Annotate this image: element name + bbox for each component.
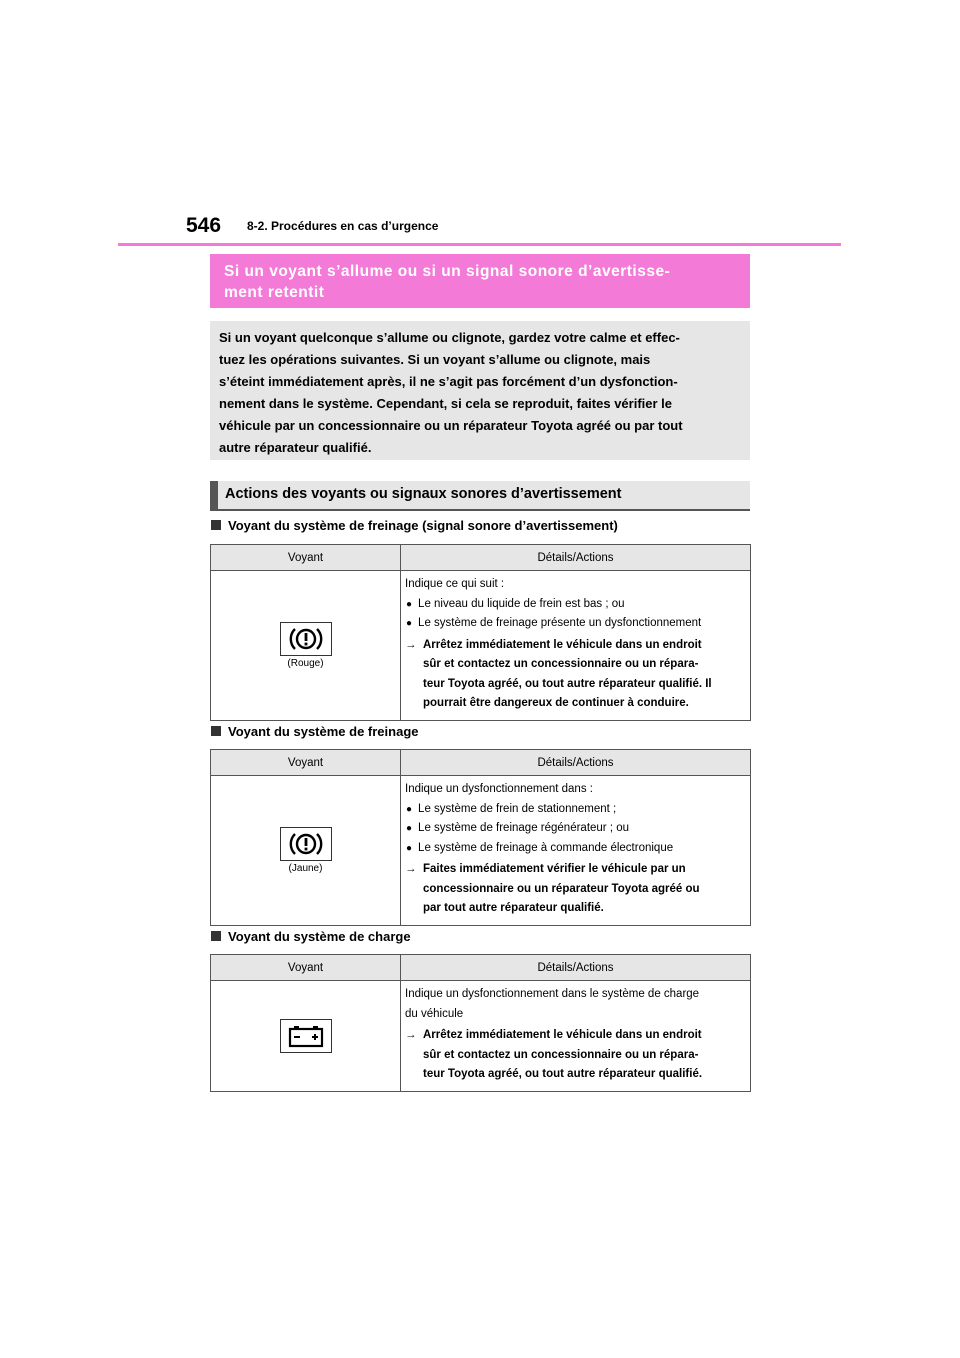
column-header-details: Détails/Actions	[401, 545, 751, 571]
page-number: 546	[186, 214, 222, 237]
details-bullet: ● Le système de freinage présente un dysfonctionnement	[405, 614, 746, 634]
banner-line: Si un voyant s’allume ou si un signal sonore d’avertisse-	[224, 263, 671, 280]
action-instruction: → Faites immédiatement vérifier le véhicule par un concessionnaire ou un réparateur Toyota agréé ou par tout autre réparateur qualifié.	[405, 860, 746, 919]
subsection-heading: Voyant du système de charge	[211, 929, 411, 944]
subsection-heading: Voyant du système de freinage	[211, 724, 419, 739]
square-bullet-icon	[211, 931, 221, 941]
battery-icon	[280, 1019, 332, 1053]
brake-warning-icon	[280, 827, 332, 861]
details-intro: du véhicule	[405, 1007, 464, 1020]
intro-line: tuez les opérations suivantes. Si un voyant s’allume ou clignote, mais	[219, 352, 651, 367]
icon-cell	[211, 776, 401, 926]
arrow-right-icon: →	[405, 863, 417, 875]
brake-warning-icon	[280, 622, 332, 656]
warning-table-brake-red	[210, 544, 751, 721]
icon-cell	[211, 571, 401, 721]
details-intro: Indique un dysfonctionnement dans le système de charge	[405, 988, 700, 1000]
intro-line: Si un voyant quelconque s’allume ou clignote, gardez votre calme et effec-	[219, 330, 680, 345]
details-bullet: ● Le système de freinage à commande électronique	[405, 839, 746, 859]
icon-cell	[211, 981, 401, 1092]
chapter-title: 8-2. Procédures en cas d’urgence	[247, 219, 439, 233]
column-header-voyant: Voyant	[211, 955, 401, 981]
details-cell	[401, 776, 751, 926]
details-bullet: ● Le système de freinage régénérateur ; ou	[405, 819, 746, 839]
arrow-right-icon: →	[405, 1029, 417, 1041]
section-banner	[210, 254, 750, 308]
section-heading: Actions des voyants ou signaux sonores d’avertissement	[210, 481, 750, 511]
icon-caption: (Rouge)	[287, 657, 324, 669]
details-bullet: ● Le niveau du liquide de frein est bas ; ou	[405, 595, 746, 615]
action-instruction: → Arrêtez immédiatement le véhicule dans un endroit sûr et contactez un concessionnaire ou un répara- teur Toyota agréé, ou tout autre réparateur qualifié.	[405, 1026, 746, 1085]
warning-table-charge	[210, 954, 751, 1092]
details-intro: Indique un dysfonctionnement dans :	[405, 783, 593, 795]
column-header-voyant: Voyant	[211, 750, 401, 776]
details-cell	[401, 571, 751, 721]
intro-line: nement dans le système. Cependant, si cela se reproduit, faites vérifier le	[219, 396, 673, 411]
arrow-right-icon: →	[405, 638, 417, 651]
column-header-voyant: Voyant	[211, 545, 401, 571]
intro-paragraph	[210, 321, 750, 460]
details-bullet: ● Le système de frein de stationnement ;	[405, 800, 746, 820]
intro-line: véhicule par un concessionnaire ou un réparateur Toyota agréé ou par tout	[219, 418, 683, 433]
banner-line: ment retentit	[224, 284, 325, 301]
square-bullet-icon	[211, 520, 221, 530]
warning-table-brake-yellow	[210, 749, 751, 926]
intro-line: autre réparateur qualifié.	[219, 440, 372, 455]
column-header-details: Détails/Actions	[401, 955, 751, 981]
column-header-details: Détails/Actions	[401, 750, 751, 776]
details-intro: Indique ce qui suit :	[405, 578, 505, 590]
details-cell	[401, 981, 751, 1092]
header-divider	[118, 243, 841, 246]
square-bullet-icon	[211, 726, 221, 736]
action-instruction: → Arrêtez immédiatement le véhicule dans un endroit sûr et contactez un concessionnaire ou un répara- teur Toyota agréé, ou tout autre réparateur qualifié. Il pourrait être dangereux de continuer à conduire.	[405, 636, 746, 714]
intro-line: s’éteint immédiatement après, il ne s’agit pas forcément d’un dysfonction-	[219, 374, 678, 389]
icon-caption: (Jaune)	[288, 862, 323, 874]
subsection-heading: Voyant du système de freinage (signal sonore d’avertissement)	[211, 518, 618, 533]
